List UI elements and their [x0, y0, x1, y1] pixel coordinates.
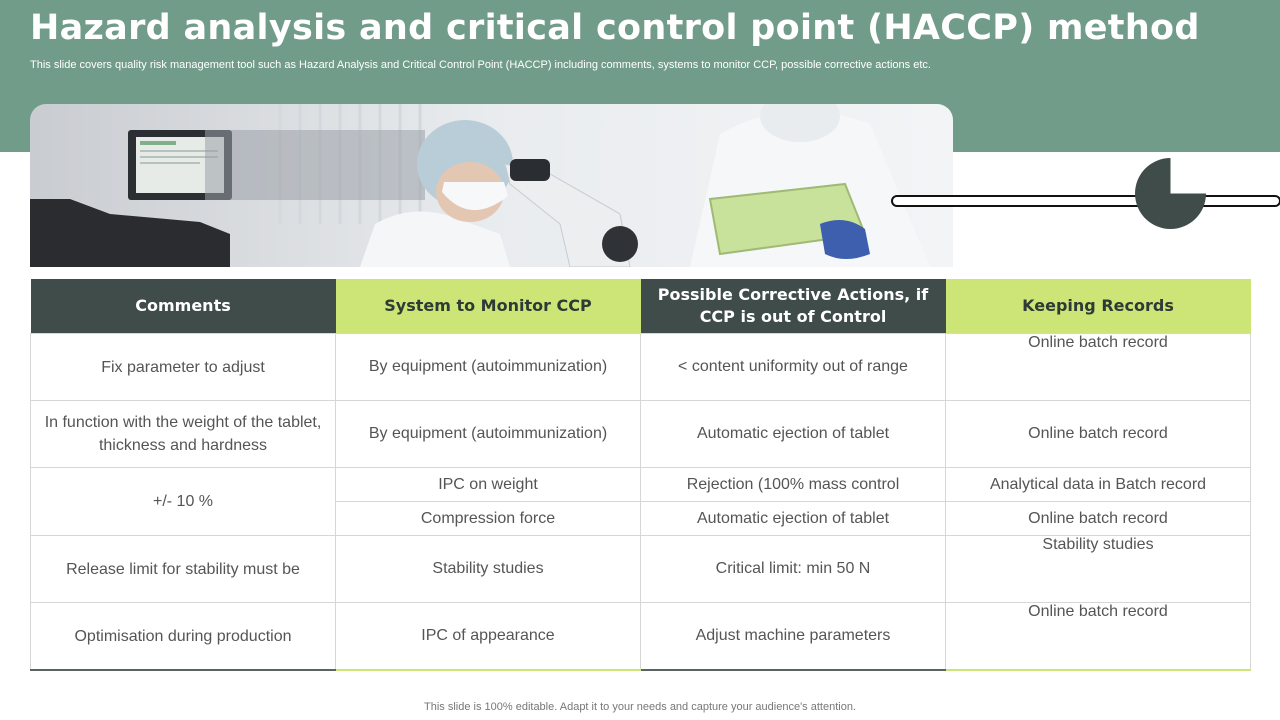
comment-cell: Optimisation during production [31, 603, 336, 671]
action-cell: Automatic ejection of tablet [641, 401, 946, 468]
system-cell: IPC of appearance [336, 603, 641, 671]
record-cell: Analytical data in Batch record [946, 468, 1251, 502]
header-corrective-actions: Possible Corrective Actions, if CCP is out of Control [641, 279, 946, 334]
record-cell: Online batch record [946, 334, 1251, 401]
page-subtitle: This slide covers quality risk management tool such as Hazard Analysis and Critical Control Point (HACCP) including comments, systems to monitor CCP, possible corrective actions etc. [30, 59, 931, 71]
comment-cell: +/- 10 % [31, 468, 336, 536]
action-cell: Adjust machine parameters [641, 603, 946, 671]
table-row [31, 603, 1251, 671]
action-cell: Automatic ejection of tablet [641, 502, 946, 536]
header-keeping-records: Keeping Records [946, 279, 1251, 334]
footer-note: This slide is 100% editable. Adapt it to your needs and capture your audience's attention. [424, 701, 856, 713]
header-system-to-monitor: System to Monitor CCP [336, 279, 641, 334]
system-cell: By equipment (autoimmunization) [336, 401, 641, 468]
table-row [31, 401, 1251, 468]
system-cell: Stability studies [336, 536, 641, 603]
table-row [31, 334, 1251, 401]
comment-cell: Fix parameter to adjust [31, 334, 336, 401]
table-row [31, 468, 1251, 502]
record-cell: Online batch record [946, 603, 1251, 671]
system-cell: IPC on weight [336, 468, 641, 502]
comment-cell: In function with the weight of the tablet, thickness and hardness [31, 401, 336, 468]
comment-cell: Release limit for stability must be [31, 536, 336, 603]
header-comments: Comments [31, 279, 336, 334]
page-title: Hazard analysis and critical control point (HACCP) method [30, 8, 1200, 48]
system-cell: By equipment (autoimmunization) [336, 334, 641, 401]
record-cell: Online batch record [946, 502, 1251, 536]
decorative-slider-track [891, 195, 1280, 207]
table-row [31, 536, 1251, 603]
action-cell: < content uniformity out of range [641, 334, 946, 401]
system-cell: Compression force [336, 502, 641, 536]
table-header-row [31, 279, 1251, 334]
record-cell: Stability studies [946, 536, 1251, 603]
lab-photo [30, 104, 953, 267]
pie-icon [1135, 158, 1206, 229]
haccp-table [30, 279, 1251, 671]
action-cell: Rejection (100% mass control [641, 468, 946, 502]
record-cell: Online batch record [946, 401, 1251, 468]
action-cell: Critical limit: min 50 N [641, 536, 946, 603]
